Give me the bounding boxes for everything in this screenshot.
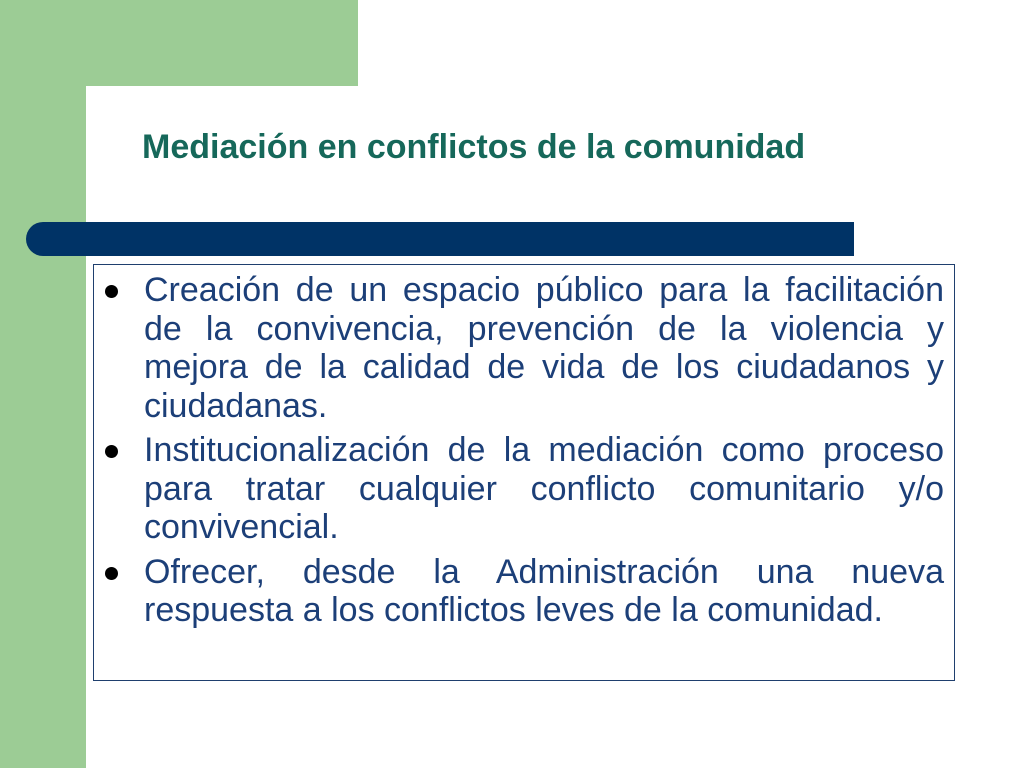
bullet-text: Institucionalización de la mediación como proceso para tratar cualquier conflicto comunitario y/o convivencial. — [144, 431, 944, 546]
bullet-item — [144, 271, 944, 425]
bullet-dot-icon — [105, 445, 118, 458]
slide-title: Mediación en conflictos de la comunidad — [142, 128, 806, 166]
bullet-item — [144, 431, 944, 547]
bullet-dot-icon — [105, 567, 118, 580]
bullet-list — [144, 271, 944, 636]
bullet-text-box — [93, 264, 955, 681]
bullet-text: Ofrecer, desde la Administración una nueva respuesta a los conflictos leves de la comunidad. — [144, 552, 944, 629]
decorative-blue-bar — [26, 222, 854, 256]
decorative-green-band-left — [0, 0, 86, 768]
decorative-green-band-top — [0, 0, 358, 86]
bullet-text: Creación de un espacio público para la facilitación de la convivencia, prevención de la violencia y mejora de la calidad de vida de los ciudadanos y ciudadanas. — [144, 271, 944, 425]
bullet-dot-icon — [105, 285, 118, 298]
bullet-item — [144, 553, 944, 630]
